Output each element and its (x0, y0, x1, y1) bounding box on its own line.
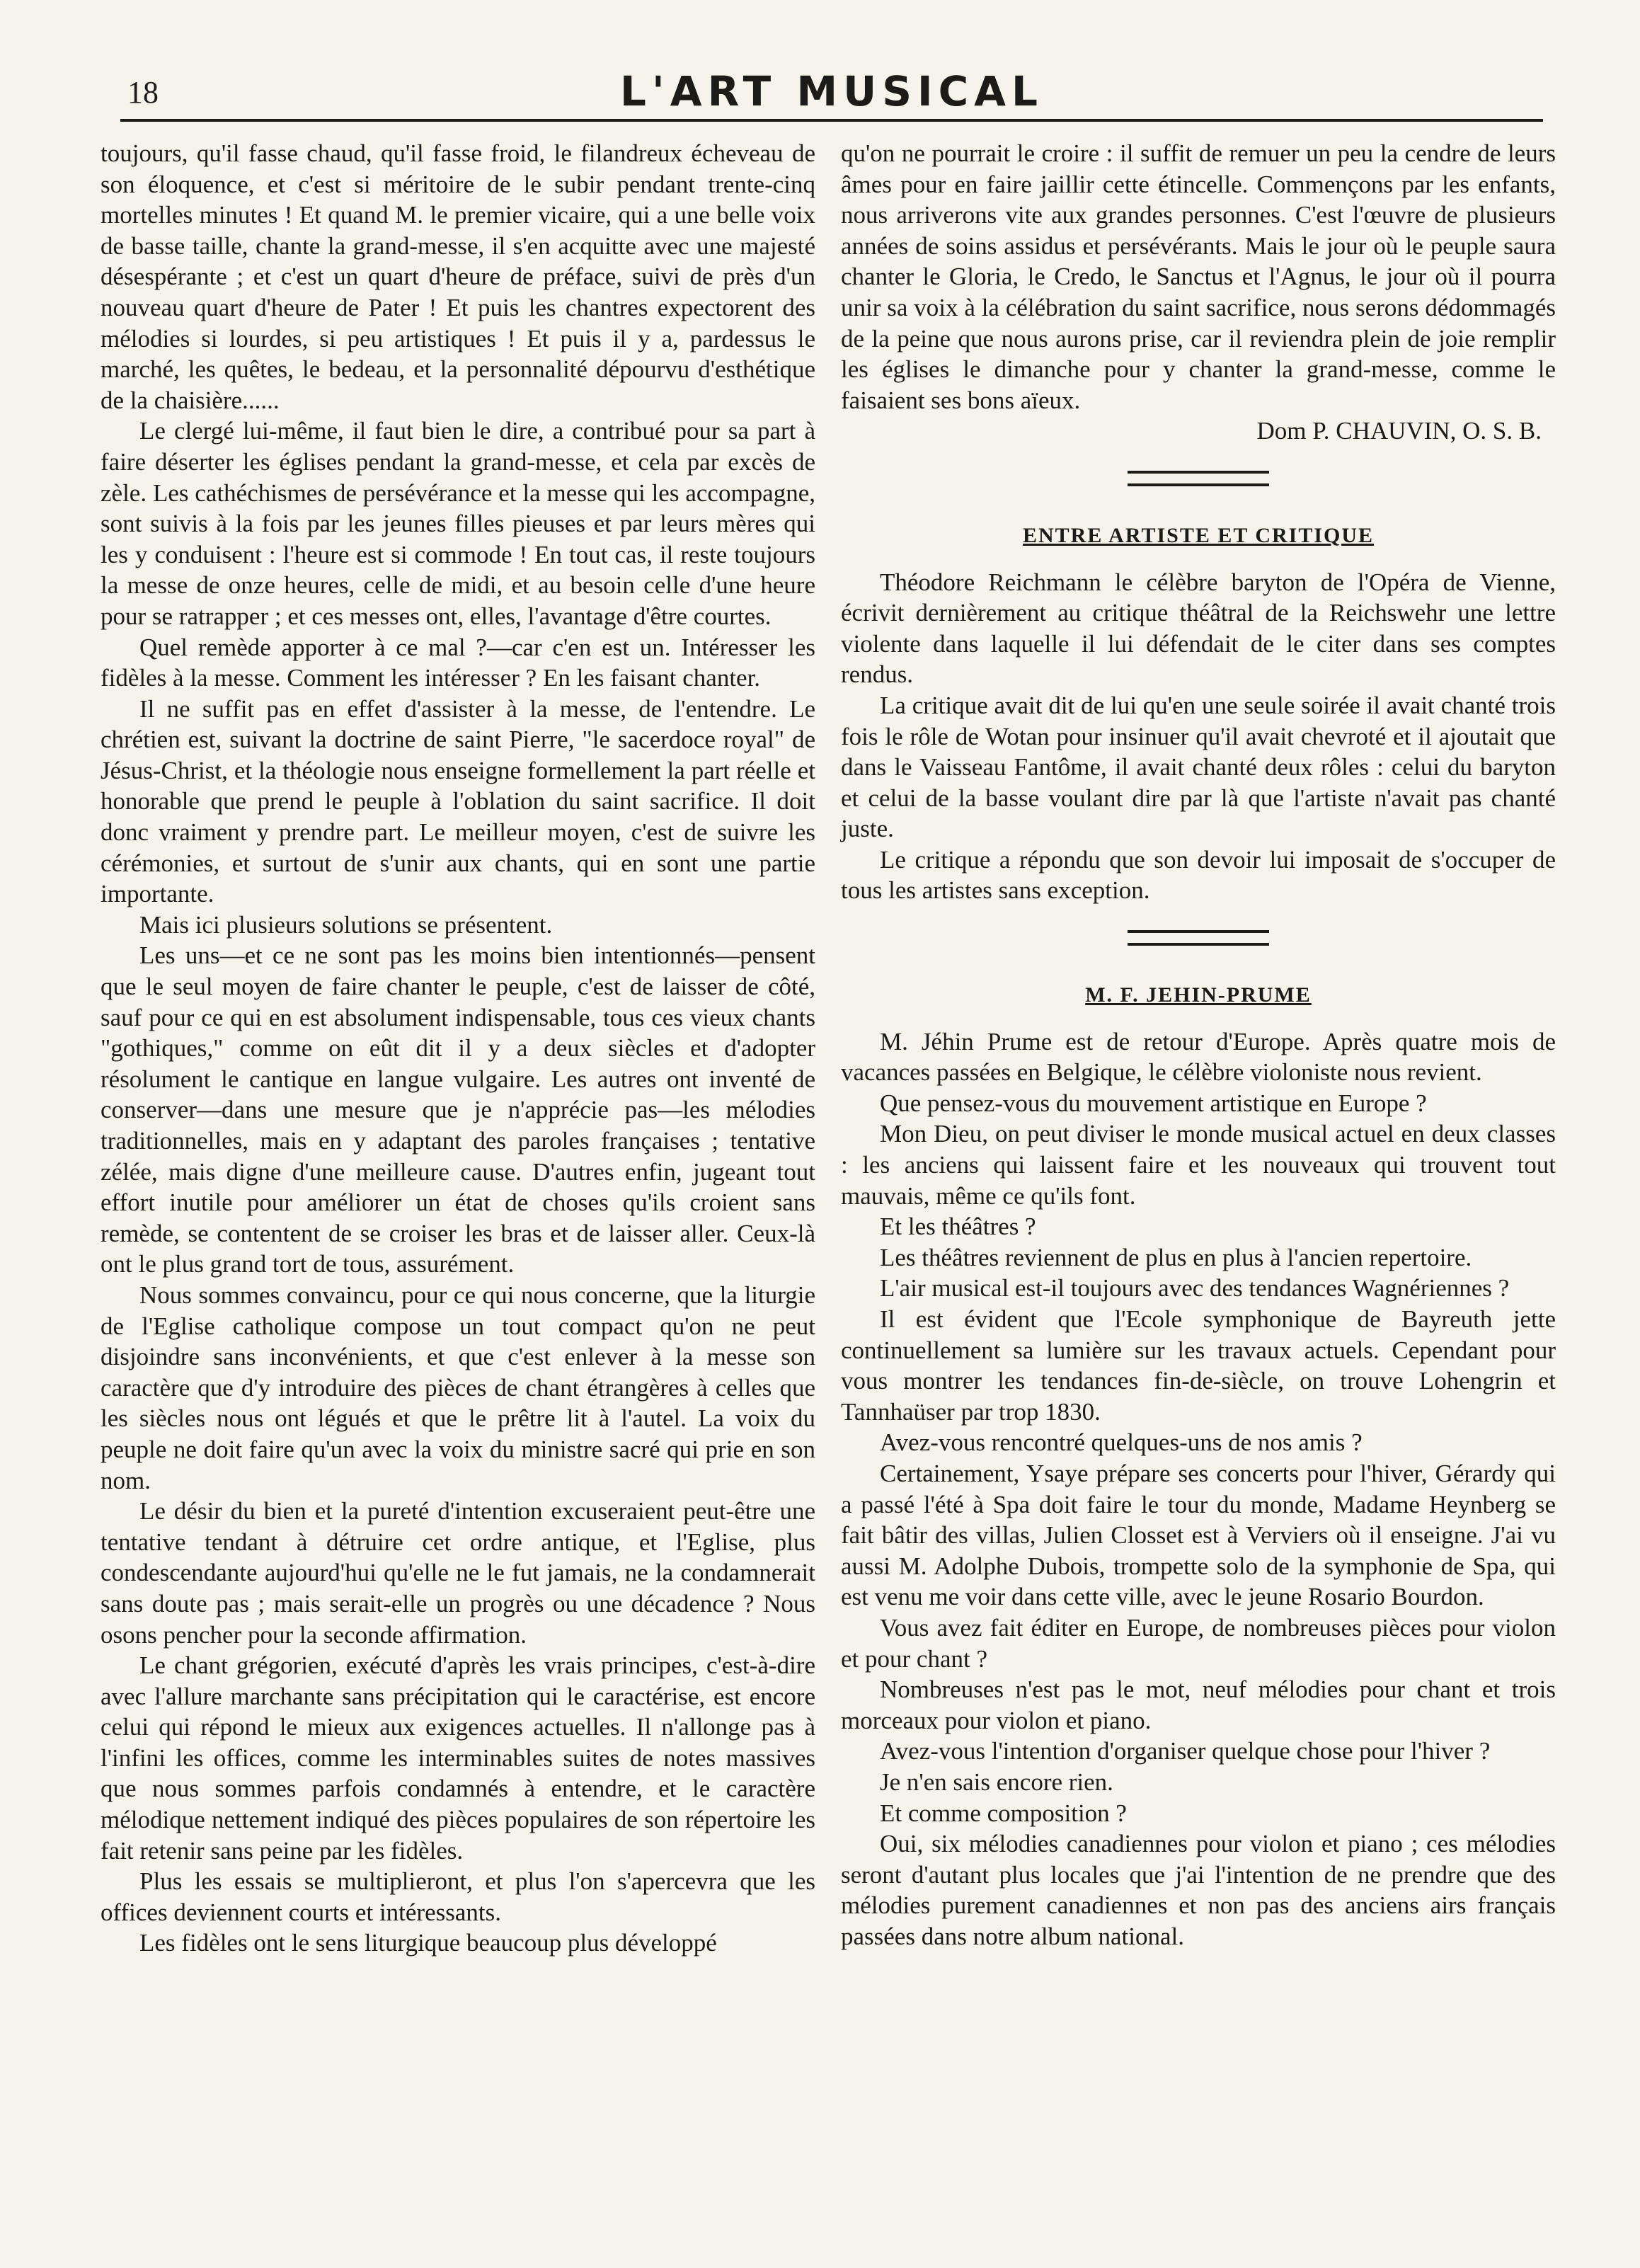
paragraph: Avez-vous rencontré quelques-uns de nos amis ? (880, 1428, 1363, 1457)
paragraph: Le critique a répondu que son devoir lui imposait de s'occuper de tous les artistes sans exception. (841, 845, 1556, 905)
paragraph: Le chant grégorien, exécuté d'après les vrais principes, c'est-à-dire avec l'allure marchante sans précipitation qui le caractérise, est encore celui qui répond le mieux aux exigences actuelles. Il n'allonge pas à l'infini les offices, comme les interminables suites de notes massives que nous sommes parfois condamnés à entendre, et le caractère mélodique nettement indiqué des pièces populaires de son répertoire les fait retenir sans peine par les fidèles. (101, 1651, 815, 1865)
header-rule (120, 119, 1543, 122)
page-header (120, 67, 1543, 124)
paragraph: Théodore Reichmann le célèbre baryton de l'Opéra de Vienne, écrivit dernièrement au critique théâtral de la Reichswehr une lettre violente dans laquelle il lui défendait de le citer dans ses comptes rendus. (841, 568, 1556, 689)
paragraph: qu'on ne pourrait le croire : il suffit de remuer un peu la cendre de leurs âmes pour en faire jaillir cette étincelle. Commençons par les enfants, nous arriverons vite aux grandes personnes. C'est l'œuvre de plusieurs années de soins assidus et persévérants. Mais le jour où le peuple saura chanter le Gloria, le Credo, le Sanctus et l'Agnus, le jour où il pourra unir sa voix à la célébration du saint sacrifice, nous serons dédommagés de la peine que nous aurons prise, car il reviendra plein de joie remplir les églises le dimanche pour y chanter la grand-messe, comme le faisaient ses bons aïeux. (841, 139, 1556, 414)
left-column (101, 138, 815, 1959)
signature: Dom P. CHAUVIN, O. S. B. (1256, 417, 1542, 445)
paragraph: Certainement, Ysaye prépare ses concerts pour l'hiver, Gérardy qui a passé l'été à Spa doit faire le tour du monde, Madame Heynberg se fait bâtir des villas, Julien Closset est à Verviers où il enseigne. J'ai vu aussi M. Adolphe Dubois, trompette solo de la symphonie de Spa, qui est venu me voir dans cette ville, avec le jeune Rosario Bourdon. (841, 1459, 1556, 1611)
paragraph: Le clergé lui-même, il faut bien le dire, a contribué pour sa part à faire déserter les églises pendant la grand-messe, et cela par excès de zèle. Les cathéchismes de persévérance et la messe qui les accompagne, sont suivis à la fois par les jeunes filles pieuses et par leurs mères qui les y conduisent : l'heure est si commode ! En tout cas, il reste toujours la messe de onze heures, celle de midi, et au besoin celle d'une heure pour se ratrapper ; et ces messes ont, elles, l'avantage d'être courtes. (101, 417, 815, 630)
paragraph: L'air musical est-il toujours avec des tendances Wagnériennes ? (880, 1274, 1510, 1302)
section-separator (1128, 930, 1269, 946)
paragraph: Et les théâtres ? (880, 1213, 1036, 1241)
paragraph: Mais ici plusieurs solutions se présentent. (139, 910, 553, 939)
paragraph: Avez-vous l'intention d'organiser quelque chose pour l'hiver ? (880, 1737, 1491, 1765)
paragraph: Les fidèles ont le sens liturgique beaucoup plus développé (139, 1929, 717, 1957)
paragraph: Je n'en sais encore rien. (880, 1768, 1113, 1796)
paragraph: Il est évident que l'Ecole symphonique de Bayreuth jette continuellement sa lumière sur les travaux actuels. Cependant pour vous montrer les tendances fin-de-siècle, on trouve Lohengrin et Tannhaüser par trop 1830. (841, 1305, 1556, 1426)
section-title: ENTRE ARTISTE ET CRITIQUE (1022, 523, 1375, 547)
section-separator (1128, 471, 1269, 486)
page-number: 18 (127, 75, 159, 110)
paragraph: Les uns—et ce ne sont pas les moins bien intentionnés—pensent que le seul moyen de faire chanter le peuple, c'est de laisser de côté, sauf pour ce qui en est absolument indispensable, tous ces vieux chants "gothiques," comme on eût dit il y a deux siècles et d'adopter résolument le cantique en langue vulgaire. Les autres ont inventé de conserver—dans une mesure que je n'apprécie pas—les mélodies traditionnelles, mais en y adaptant des paroles françaises ; tentative zélée, mais digne d'une meilleure cause. D'autres enfin, jugeant tout effort inutile pour améliorer un état de choses qu'ils croient sans remède, se contentent de se croiser les bras et de laisser aller. Ceux-là ont le plus grand tort de tous, assurément. (101, 941, 815, 1278)
paragraph: Quel remède apporter à ce mal ?—car c'en est un. Intéresser les fidèles à la messe. Comment les intéresser ? En les faisant chanter. (101, 633, 815, 692)
paragraph: Et comme composition ? (880, 1799, 1127, 1827)
paragraph: Mon Dieu, on peut diviser le monde musical actuel en deux classes : les anciens qui laissent faire et les nouveaux qui trouvent tout mauvais, même ce qu'ils font. (841, 1120, 1556, 1210)
paragraph: Nous sommes convaincu, pour ce qui nous concerne, que la liturgie de l'Eglise catholique compose un tout compact qu'on ne peut disjoindre sans inconvénients, et que c'est enlever à la messe son caractère que d'y introduire des pièces de chant étrangères à celles que les siècles nous ont légués et que le prêtre lit à l'autel. La voix du peuple ne doit faire qu'un avec la voix du ministre sacré qui prie en son nom. (101, 1281, 815, 1494)
paragraph: Que pensez-vous du mouvement artistique en Europe ? (880, 1089, 1427, 1117)
paragraph: Vous avez fait éditer en Europe, de nombreuses pièces pour violon et pour chant ? (841, 1613, 1556, 1673)
paragraph: Le désir du bien et la pureté d'intention excuseraient peut-être une tentative tendant à détruire cet ordre antique, et l'Eglise, plus condescendante aujourd'hui qu'elle ne le fut jamais, ne la condamnerait sans doute pas ; mais serait-elle un progrès ou une décadence ? Nous osons pencher pour la seconde affirmation. (101, 1497, 815, 1649)
paragraph: M. Jéhin Prume est de retour d'Europe. Après quatre mois de vacances passées en Belgique, le célèbre violoniste nous revient. (841, 1027, 1556, 1087)
journal-title: L'ART MUSICAL (620, 67, 1043, 115)
paragraph: toujours, qu'il fasse chaud, qu'il fasse froid, le filandreux écheveau de son éloquence, et c'est si méritoire de le subir pendant trente-cinq mortelles minutes ! Et quand M. le premier vicaire, qui a une belle voix de basse taille, chante la grand-messe, il s'en acquitte avec une majesté désespérante ; et c'est un quart d'heure de préface, suivi de près d'un nouveau quart d'heure de Pater ! Et puis les chantres expectorent des mélodies si lourdes, si peu artistiques ! Et puis il y a, pardessus le marché, les quêtes, le bedeau, et la personnalité dépourvu d'esthétique de la chaisière...... (101, 139, 815, 414)
paragraph: Il ne suffit pas en effet d'assister à la messe, de l'entendre. Le chrétien est, suivant la doctrine de saint Pierre, "le sacerdoce royal" de Jésus-Christ, et la théologie nous enseigne formellement la part réelle et honorable que prend le peuple à l'oblation du saint sacrifice. Il doit donc vraiment y prendre part. Le meilleur moyen, c'est de suivre les cérémonies, et surtout de s'unir aux chants, qui en sont une partie importante. (101, 694, 815, 908)
paragraph: Nombreuses n'est pas le mot, neuf mélodies pour chant et trois morceaux pour violon et piano. (841, 1676, 1556, 1734)
paragraph: Les théâtres reviennent de plus en plus à l'ancien repertoire. (880, 1243, 1472, 1271)
right-column (841, 138, 1556, 1952)
paragraph: Oui, six mélodies canadiennes pour violon et piano ; ces mélodies seront d'autant plus locales que j'ai l'intention de ne prendre que des mélodies purement canadiennes et non pas des anciens airs français passées dans notre album national. (841, 1830, 1556, 1950)
paragraph: Plus les essais se multiplieront, et plus l'on s'apercevra que les offices deviennent courts et intéressants. (101, 1867, 815, 1926)
paragraph: La critique avait dit de lui qu'en une seule soirée il avait chanté trois fois le rôle de Wotan pour insinuer qu'il avait chevroté et il ajoutait que dans le Vaisseau Fantôme, il avait chanté deux rôles : celui du baryton et celui de la basse voulant dire par là que l'artiste n'avait pas chanté juste. (841, 691, 1556, 843)
section-title: M. F. JEHIN-PRUME (1085, 983, 1312, 1007)
